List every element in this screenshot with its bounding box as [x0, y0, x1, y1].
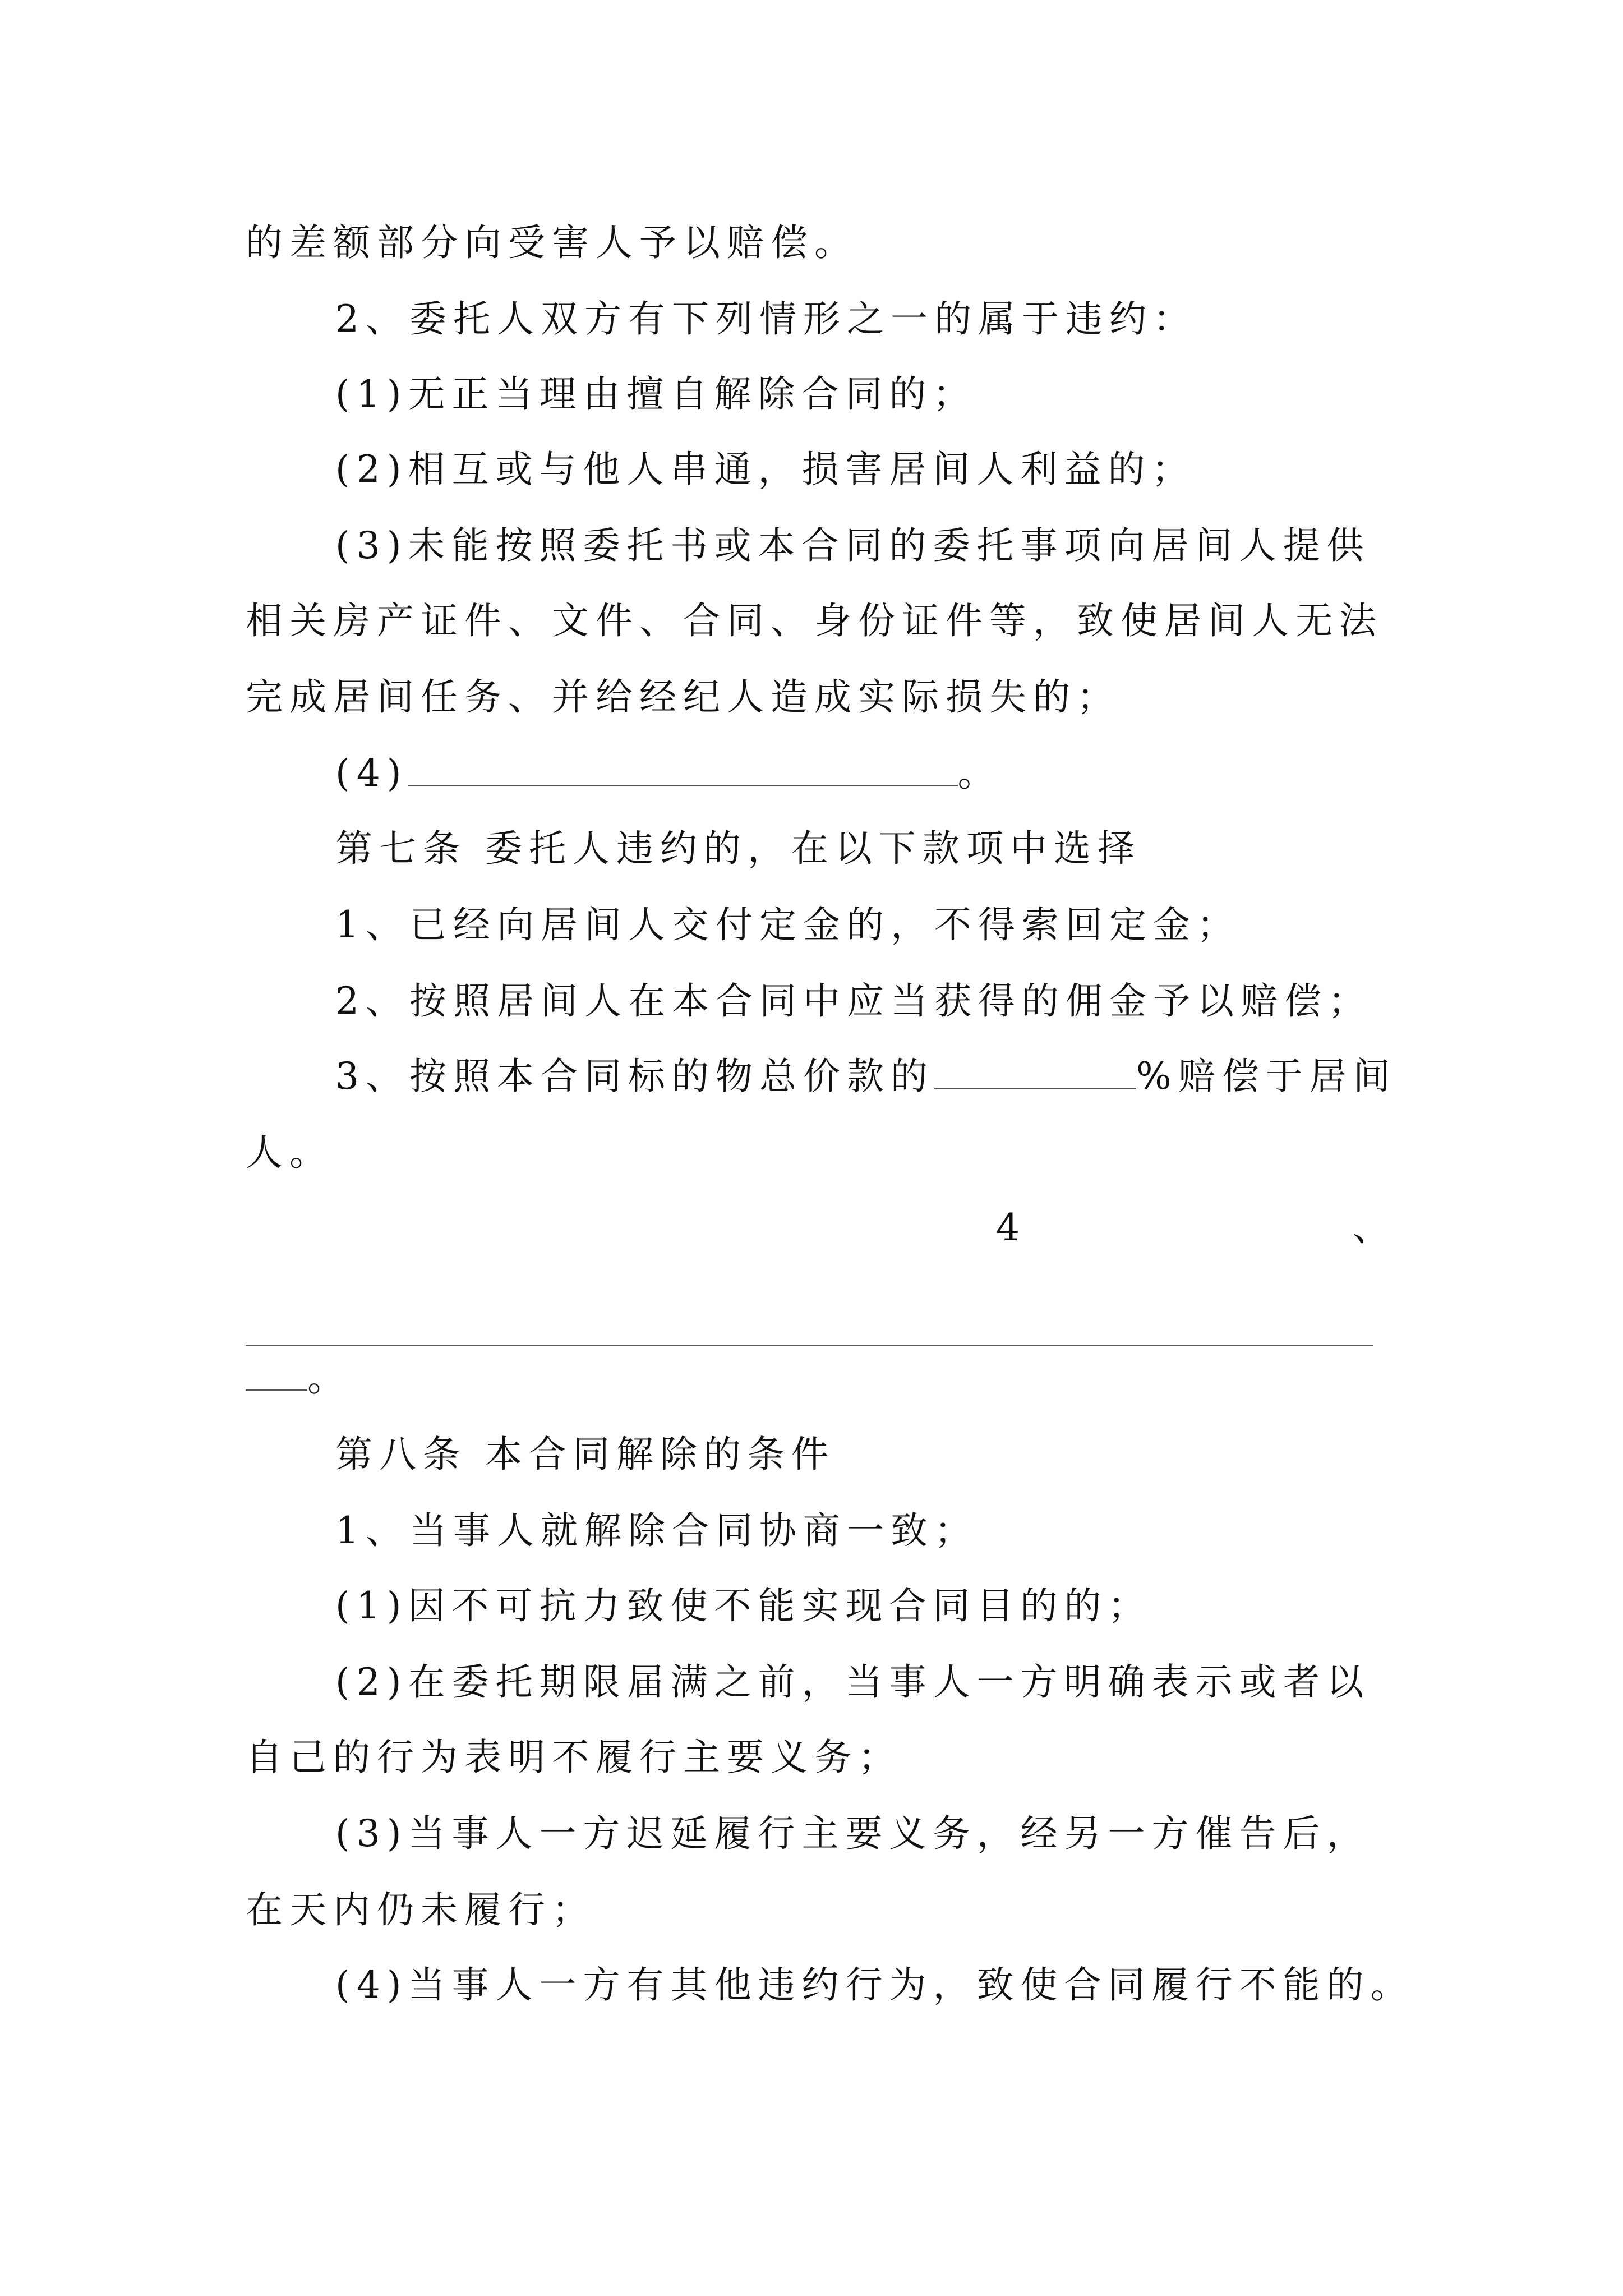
text-line: (2)相互或与他人串通，损害居间人利益的； [335, 448, 1196, 491]
text-line: 人。 [246, 1131, 333, 1174]
fill-blank [408, 751, 958, 786]
text-line: 1、当事人就解除合同协商一致； [335, 1509, 978, 1552]
article-heading: 第七条 委托人违约的，在以下款项中选择 [335, 827, 1141, 870]
article-heading: 第八条 本合同解除的条件 [335, 1433, 835, 1476]
text-line [335, 748, 1002, 799]
text-line: 2、按照居间人在本合同中应当获得的佣金予以赔偿； [335, 979, 1372, 1023]
text-line: 。 [246, 1353, 351, 1404]
text-line: (1)因不可抗力致使不能实现合同目的的； [335, 1584, 1152, 1627]
fill-blank [246, 1356, 307, 1391]
text-line: 1、已经向居间人交付定金的，不得索回定金； [335, 903, 1241, 946]
item-number: 4 [996, 1206, 1020, 1249]
item-end: 。 [957, 752, 1002, 795]
item-number: (4) [335, 752, 408, 795]
text-line: (3)当事人一方迟延履行主要义务，经另一方催告后， [335, 1812, 1371, 1855]
text-line: (2)在委托期限届满之前，当事人一方明确表示或者以 [335, 1660, 1371, 1704]
separator: 、 [1353, 1206, 1390, 1249]
text-line: (4)当事人一方有其他违约行为，致使合同履行不能的。 [335, 1963, 1414, 2007]
fill-blank [934, 1054, 1136, 1089]
text-line: 2、委托人双方有下列情形之一的属于违约： [335, 297, 1197, 341]
text-line: (1)无正当理由擅自解除合同的； [335, 372, 977, 416]
text-line: 自己的行为表明不履行主要义务； [246, 1736, 902, 1779]
text-line: 相关房产证件、文件、合同、身份证件等，致使居间人无法 [246, 599, 1383, 642]
text-line: 的差额部分向受害人予以赔偿。 [246, 221, 858, 264]
text-line: 完成居间任务、并给经纪人造成实际损失的； [246, 675, 1121, 719]
fill-blank-line [246, 1345, 1373, 1346]
text-line: (3)未能按照委托书或本合同的委托事项向居间人提供 [335, 524, 1371, 567]
text-line: 3、按照本合同标的物总价款的 %赔偿于居间 [335, 1055, 1397, 1098]
text-line: 在天内仍未履行； [246, 1888, 596, 1931]
